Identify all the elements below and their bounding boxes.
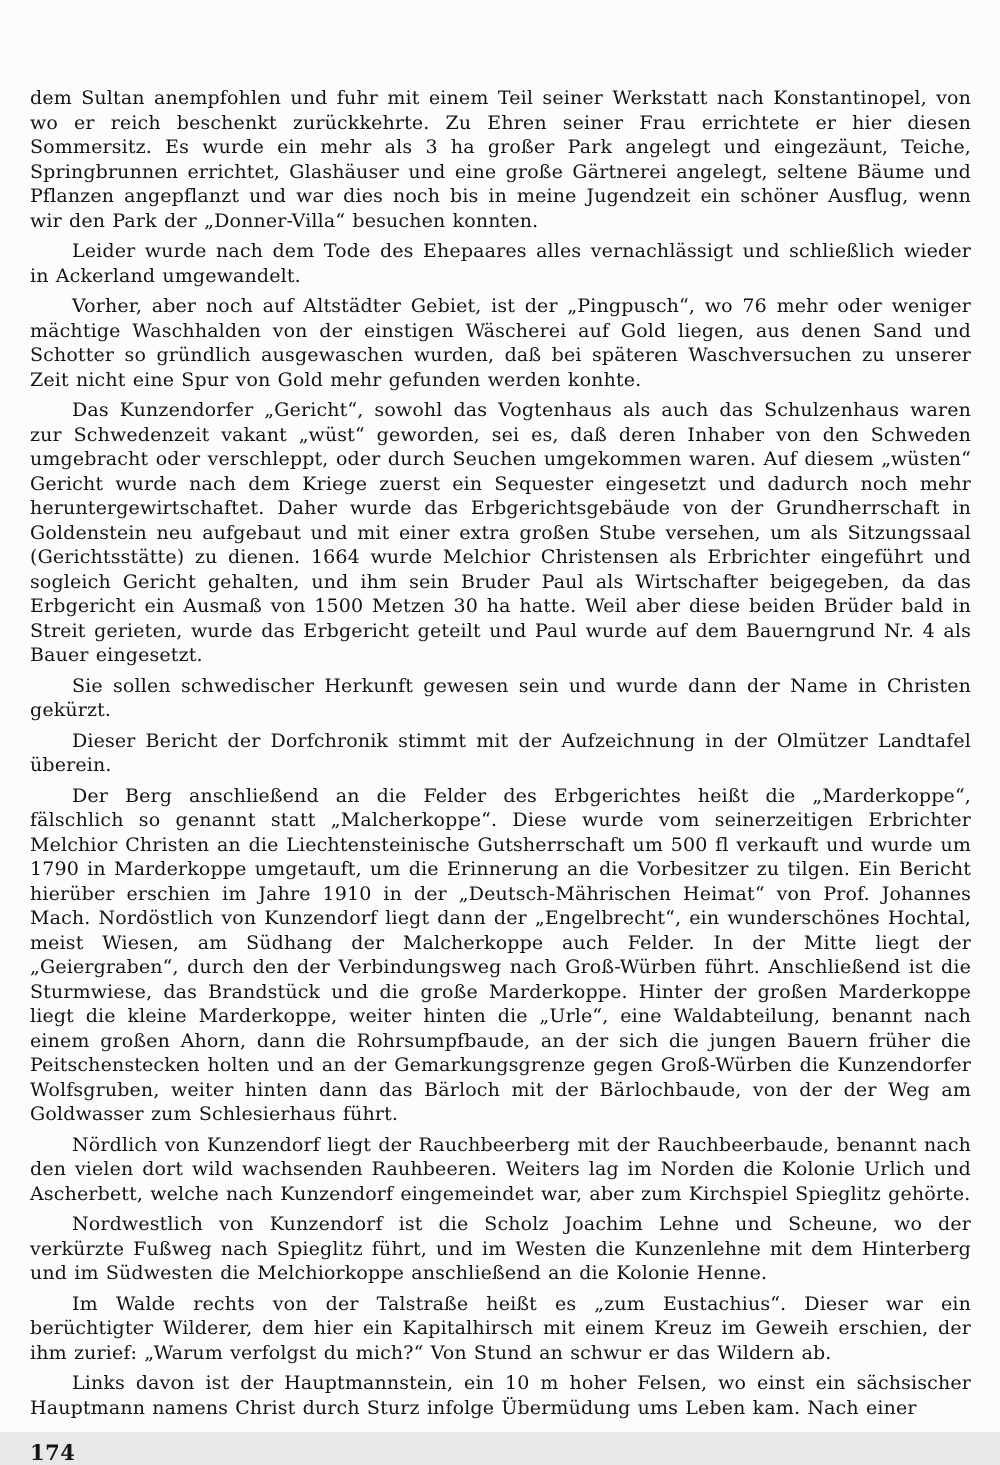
paragraph: Nördlich von Kunzendorf liegt der Rauchbeerberg mit der Rauchbeerbaude, benannt nach den vielen dort wild wachsenden Rauhbeeren. Weiters lag im Norden die Kolonie Urlich und Ascherbett, welche nach Kunzendorf eingemeindet war, aber zum Kirchspiel Spieglitz gehörte. [30,1133,971,1205]
paragraph: Leider wurde nach dem Tode des Ehepaares alles vernachlässigt und schließlich wieder in Ackerland umgewandelt. [30,240,971,287]
paragraph: Links davon ist der Hauptmannstein, ein 10 m hoher Felsen, wo einst ein sächsischer Hauptmann namens Christ durch Sturz infolge Übermüdung ums Leben kam. Nach einer [30,1372,971,1419]
paragraph: Das Kunzendorfer „Gericht“, sowohl das Vogtenhaus als auch das Schulzenhaus waren zur Schwedenzeit vakant „wüst“ geworden, sei es, daß deren Inhaber von den Schweden umgebracht oder verschleppt, oder durch Seuchen umgekommen waren. Auf diesem „wüsten“ Gericht wurde nach dem Kriege zuerst ein Sequester eingesetzt und dadurch noch mehr heruntergewirtschaftet. Daher wurde das Erbgerichtsgebäude von der Grundherrschaft in Goldenstein neu aufgebaut und mit einer extra großen Stube versehen, um als Sitzungssaal (Gerichtsstätte) zu dienen. 1664 wurde Melchior Christensen als Erbrichter eingeführt und sogleich Gericht gehalten, und ihm sein Bruder Paul als Wirtschafter beigegeben, da das Erbgericht ein Ausmaß von 1500 Metzen 30 ha hatte. Weil aber diese beiden Brüder bald in Streit gerieten, wurde das Erbgericht geteilt und Paul wurde auf dem Bauerngrund Nr. 4 als Bauer eingesetzt. [30,399,971,666]
page-number: 174 [30,1440,76,1465]
page-text-block [30,86,971,1465]
paragraph: Sie sollen schwedischer Herkunft gewesen sein und wurde dann der Name in Christen gekürzt. [30,674,971,721]
paragraph: Nordwestlich von Kunzendorf ist die Scholz Joachim Lehne und Scheune, wo der verkürzte Fußweg nach Spieglitz führt, und im Westen die Kunzenlehne mit dem Hinterberg und im Südwesten die Melchiorkoppe anschließend an die Kolonie Henne. [30,1213,971,1284]
paragraph: Vorher, aber noch auf Altstädter Gebiet, ist der „Pingpusch“, wo 76 mehr oder weniger mächtige Waschhalden von der einstigen Wäscherei auf Gold liegen, aus denen Sand und Schotter so gründlich ausgewaschen wurden, daß bei späteren Waschversuchen zu unserer Zeit nicht eine Spur von Gold mehr gefunden werden konhte. [30,295,971,391]
paragraph: Dieser Bericht der Dorfchronik stimmt mit der Aufzeichnung in der Olmützer Landtafel überein. [30,729,971,776]
paragraph-continuation: dem Sultan anempfohlen und fuhr mit einem Teil seiner Werkstatt nach Konstantinopel, von wo er reich beschenkt zurückkehrte. Zu Ehren seiner Frau errichtete er hier diesen Sommersitz. Es wurde ein mehr als 3 ha großer Park angelegt und eingezäunt, Teiche, Springbrunnen errichtet, Glashäuser und eine große Gärtnerei angelegt, seltene Bäume und Pflanzen angepflanzt und war dies noch bis in meine Jugendzeit ein schöner Ausflug, wenn wir den Park der „Donner-Villa“ besuchen konnten. [30,87,971,232]
paragraph: Der Berg anschließend an die Felder des Erbgerichtes heißt die „Marderkoppe“, fälschlich so genannt statt „Malcherkoppe“. Diese wurde vom seinerzeitigen Erbrichter Melchior Christen an die Liechtensteinische Gutsherrschaft um 500 fl verkauft und wurde um 1790 in Marderkoppe umgetauft, um die Erinnerung an die Vorbesitzer zu tilgen. Ein Bericht hierüber erschien im Jahre 1910 in der „Deutsch-Mährischen Heimat“ von Prof. Johannes Mach. Nordöstlich von Kunzendorf liegt dann der „Engelbrecht“, ein wunderschönes Hochtal, meist Wiesen, am Südhang der Malcherkoppe auch Felder. In der Mitte liegt der „Geiergraben“, durch den der Verbindungsweg nach Groß-Würben führt. Anschließend ist die Sturmwiese, das Brandstück und die große Marderkoppe. Hinter der großen Marderkoppe liegt die kleine Marderkoppe, weiter hinten die „Urle“, eine Waldabteilung, benannt nach einem großen Ahorn, dann die Rohrsumpfbaude, an der sich die jungen Bauern früher die Peitschenstecken holten und an der Gemarkungsgrenze gegen Groß-Würben die Kunzendorfer Wolfsgruben, weiter hinten dann das Bärloch mit der Bärlochbaude, von der der Weg am Goldwasser zum Schlesierhaus führt. [30,784,971,1125]
paragraph: Im Walde rechts von der Talstraße heißt es „zum Eustachius“. Dieser war ein berüchtigter Wilderer, dem hier ein Kapitalhirsch mit einem Kreuz im Geweih erschien, der ihm zurief: „Warum verfolgst du mich?“ Von Stund an schwur er das Wildern ab. [30,1292,971,1364]
